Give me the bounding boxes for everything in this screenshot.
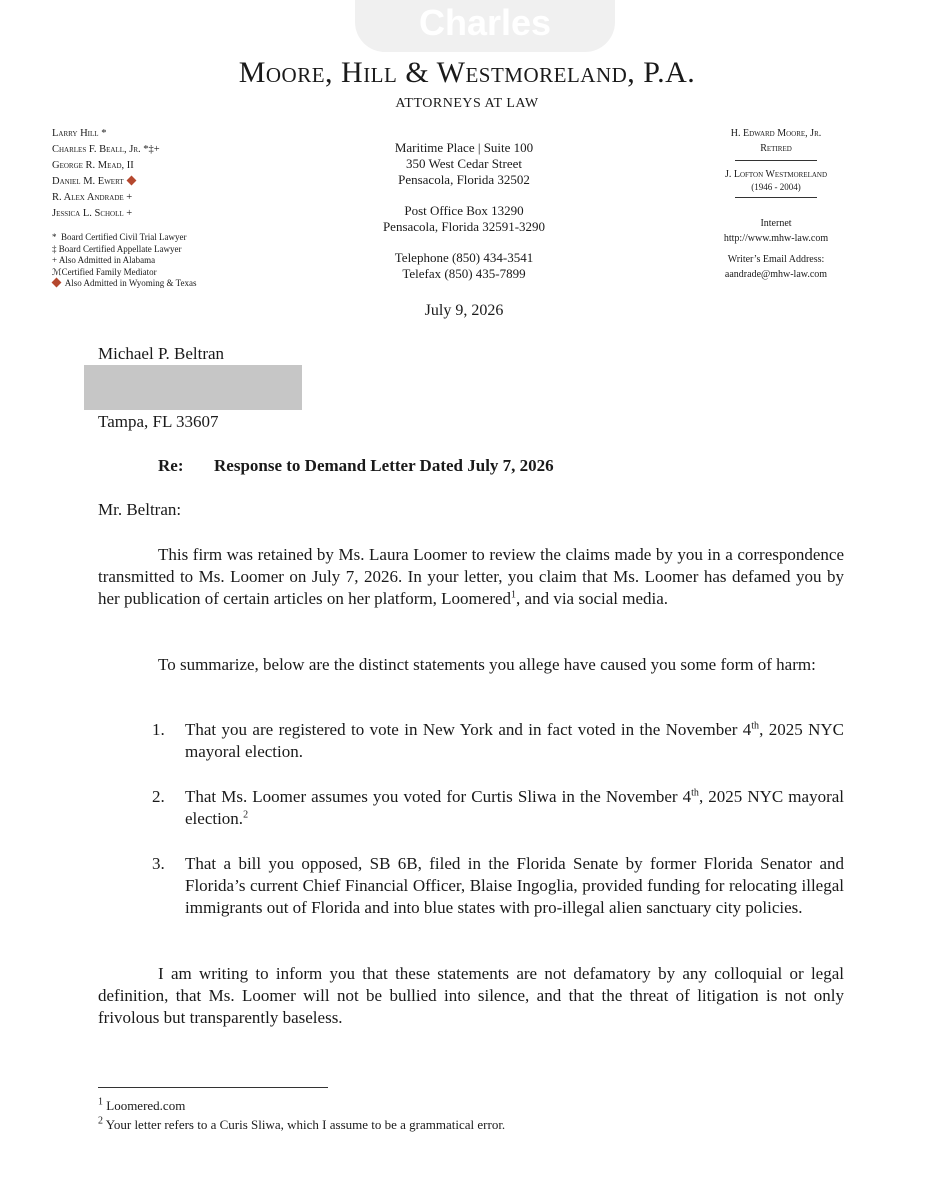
recipient-name: Michael P. Beltran bbox=[98, 344, 225, 363]
attorney-item: Charles F. Beall, Jr. *‡+ bbox=[52, 144, 160, 155]
salutation: Mr. Beltran: bbox=[98, 500, 182, 519]
legend-item: Also Admitted in Wyoming & Texas bbox=[52, 278, 197, 290]
paragraph-intro: This firm was retained by Ms. Laura Loomer to review the claims made by you in a correspondence transmitted to Ms. Loomer on July 7, 2026. In your letter, you claim that Ms. Loomer has defamed you by her publication of certain articles on her platform, Loomered$^1$, and via social media. bbox=[98, 545, 844, 608]
legend-item: ℳCertified Family Mediator bbox=[52, 266, 157, 277]
list-text: That you are registered to vote in New York and in fact voted in the November 4th, 2025 NYC mayoral election. bbox=[185, 720, 844, 761]
address-line: Pensacola, Florida 32502 bbox=[398, 172, 530, 187]
legend-item: + Also Admitted in Alabama bbox=[52, 255, 156, 265]
retired-partner-name: H. Edward Moore, Jr. bbox=[730, 128, 822, 139]
credential-legend bbox=[52, 232, 197, 290]
footnote: $^2$ Your letter refers to a Curis Sliwa, which I assume to be a grammatical error. bbox=[98, 1115, 506, 1132]
po-box: Post Office Box 13290 bbox=[404, 203, 524, 218]
legend-item: ‡ Board Certified Appellate Lawyer bbox=[52, 243, 182, 254]
attorney-list bbox=[52, 126, 160, 222]
diamond-icon bbox=[126, 176, 136, 186]
po-city: Pensacola, Florida 32591-3290 bbox=[382, 219, 546, 234]
telefax: Telefax (850) 435-7899 bbox=[402, 266, 526, 281]
list-text: That Ms. Loomer assumes you voted for Curtis Sliwa in the November 4th, 2025 NYC mayoral election.$^2$ bbox=[185, 787, 845, 828]
subject-line bbox=[158, 456, 554, 476]
attorney-item: Daniel M. Ewert bbox=[52, 174, 160, 190]
email-link[interactable]: aandrade@mhw-law.com bbox=[724, 269, 828, 280]
list-text: That a bill you opposed, SB 6B, filed in the Florida Senate by former Florida Senator and Florida’s current Chief Financial Officer, Blaise Ingoglia, provided funding for relocating illegal immigrants out of Florida and into blue states with pro-illegal alien sanctuary city policies. bbox=[185, 854, 844, 917]
legend-item: * Board Certified Civil Trial Lawyer bbox=[52, 232, 187, 242]
watermark-text: Charles bbox=[418, 2, 552, 43]
telephone: Telephone (850) 434-3541 bbox=[394, 250, 534, 265]
firm-tagline: ATTORNEYS AT LAW bbox=[395, 96, 539, 111]
list-number: 1. bbox=[152, 720, 165, 739]
divider bbox=[735, 160, 817, 161]
memoriam-years: (1946 - 2004) bbox=[751, 182, 801, 192]
address-line: 350 West Cedar Street bbox=[405, 156, 523, 171]
footnote: $^1$ Loomered.com bbox=[98, 1096, 186, 1113]
footnote-divider bbox=[98, 1087, 328, 1088]
office-address bbox=[334, 140, 594, 282]
right-info-block bbox=[690, 126, 862, 282]
address-line: Maritime Place | Suite 100 bbox=[394, 140, 534, 155]
footnote-ref: 1 bbox=[511, 589, 517, 601]
letter-date: July 9, 2026 bbox=[424, 302, 504, 319]
memoriam-name: J. Lofton Westmoreland bbox=[724, 169, 828, 180]
retired-label: Retired bbox=[760, 143, 792, 154]
divider bbox=[735, 197, 817, 198]
subject-text: Response to Demand Letter Dated July 7, 2026 bbox=[214, 456, 554, 475]
attorney-item: R. Alex Andrade + bbox=[52, 192, 133, 203]
list-number: 2. bbox=[152, 787, 165, 806]
attorney-item: Larry Hill * bbox=[52, 128, 107, 139]
attorney-item: Jessica L. Scholl + bbox=[52, 208, 133, 219]
internet-label: Internet bbox=[760, 218, 792, 229]
paragraph-summary: To summarize, below are the distinct statements you allege have caused you some form of harm: bbox=[158, 655, 816, 674]
diamond-icon bbox=[52, 278, 62, 288]
attorney-item: George R. Mead, II bbox=[52, 160, 134, 171]
website-link[interactable]: http://www.mhw-law.com bbox=[723, 233, 829, 244]
recipient-city: Tampa, FL 33607 bbox=[98, 412, 219, 431]
firm-name: Moore, Hill & Westmoreland, P.A. bbox=[238, 56, 696, 89]
redaction-box bbox=[84, 365, 302, 410]
list-number: 3. bbox=[152, 854, 165, 873]
subject-label: Re: bbox=[158, 456, 184, 475]
email-label: Writer’s Email Address: bbox=[727, 254, 825, 265]
paragraph-conclusion: I am writing to inform you that these statements are not defamatory by any colloquial or legal definition, that Ms. Loomer will not be bullied into silence, and that the threat of litigation is not only frivolous but transparently baseless. bbox=[98, 964, 844, 1027]
watermark-overlay bbox=[355, 0, 615, 52]
footnote-ref: 2 bbox=[243, 809, 249, 821]
